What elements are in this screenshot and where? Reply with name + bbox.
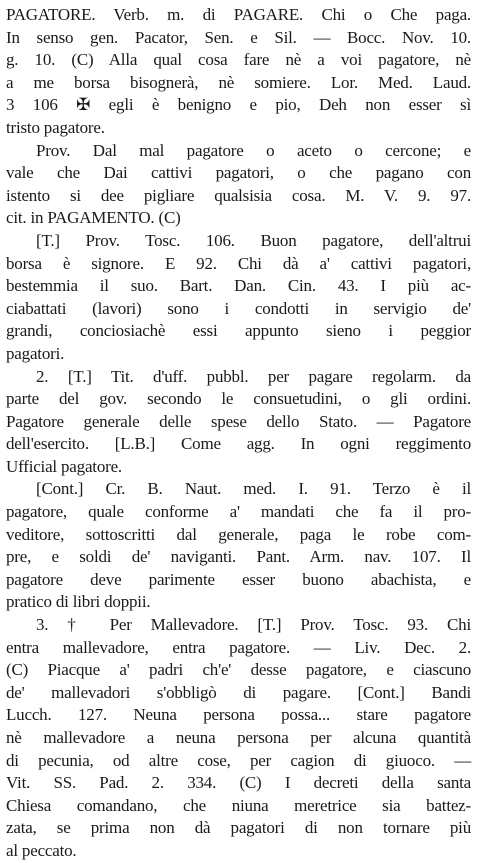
entry-line: di pecunia, od altre cose, per cagion di giuoco. —: [6, 750, 471, 770]
entry-line: veditore, sottoscritti dal generale, paga le robe com-: [6, 524, 471, 544]
entry-line: Ufficial pagatore.: [6, 456, 122, 476]
entry-line: 2. [T.] Tit. d'uff. pubbl. per pagare regolarm. da: [36, 366, 471, 386]
entry-line: [T.] Prov. Tosc. 106. Buon pagatore, dell'altrui: [36, 230, 471, 250]
entry-line: pagatore deve parimente esser buono abachista, e: [6, 569, 471, 589]
entry-line: de' mallevadori s'obbligò di pagare. [Cont.] Bandi: [6, 682, 471, 702]
entry-line: 3 106 ✠ egli è benigno e pio, Deh non esser sì: [6, 95, 471, 115]
entry-line: pagatore, quale conforme a' mandati che fa il pro-: [6, 502, 471, 522]
entry-line: (C) Piacque a' padri ch'e' desse pagatore, e ciascuno: [6, 660, 471, 680]
entry-line: vale che Dai cattivi pagatori, o che pagano con: [6, 163, 471, 183]
entry-line: pagatori.: [6, 343, 65, 363]
entry-line: al peccato.: [6, 840, 77, 860]
entry-line: [Cont.] Cr. B. Naut. med. I. 91. Terzo è il: [36, 479, 471, 499]
entry-line: istento si dee pigliare qualsisia cosa. M. V. 9. 97.: [6, 185, 471, 205]
entry-line: ciabattati (lavori) sono i condotti in servigio de': [6, 298, 471, 318]
entry-line: tristo pagatore.: [6, 117, 105, 137]
entry-line: dell'esercito. [L.B.] Come agg. In ogni reggimento: [6, 434, 471, 454]
entry-line: PAGATORE. Verb. m. di PAGARE. Chi o Che paga.: [6, 5, 471, 24]
entry-line: pratico di libri doppii.: [6, 592, 151, 612]
entry-line: 3. † Per Mallevadore. [T.] Prov. Tosc. 93. Chi: [36, 615, 471, 635]
entry-line: Vit. SS. Pad. 2. 334. (C) I decreti della santa: [6, 773, 471, 793]
entry-line: g. 10. (C) Alla qual cosa fare nè a voi pagatore, nè: [6, 50, 471, 70]
entry-line: Lucch. 127. Neuna persona possa... stare pagatore: [6, 705, 471, 725]
entry-line: In senso gen. Pacator, Sen. e Sil. — Bocc. Nov. 10.: [6, 27, 471, 47]
entry-line: nè mallevadore a neuna persona per alcuna quantità: [6, 728, 471, 747]
entry-line: Prov. Dal mal pagatore o aceto o cercone; e: [36, 140, 471, 160]
entry-line: borsa è signore. E 92. Chi dà a' cattivi pagatori,: [6, 253, 471, 273]
entry-line: bestemmia il suo. Bart. Dan. Cin. 43. I più ac-: [6, 276, 471, 296]
entry-line: a me borsa bisognerà, nè somiere. Lor. Med. Laud.: [6, 72, 471, 92]
entry-line: entra mallevadore, entra pagatore. — Liv. Dec. 2.: [6, 637, 471, 657]
entry-line: parte del gov. secondo le consuetudini, o gli ordini.: [6, 389, 471, 409]
entry-line: Pagatore generale delle spese dello Stato. — Pagatore: [6, 411, 471, 431]
entry-line: Chiesa comandano, che niuna meretrice sia battez-: [6, 795, 471, 815]
entry-line: grandi, conciosiachè essi appunto sieno i peggior: [6, 321, 471, 341]
entry-line: zata, se prima non dà pagatori di non tornare più: [6, 818, 471, 838]
dictionary-entry-pagatore: [6, 4, 471, 863]
entry-line: pre, e soldi de' naviganti. Pant. Arm. nav. 107. Il: [6, 547, 471, 567]
entry-line: cit. in PAGAMENTO. (C): [6, 208, 181, 228]
